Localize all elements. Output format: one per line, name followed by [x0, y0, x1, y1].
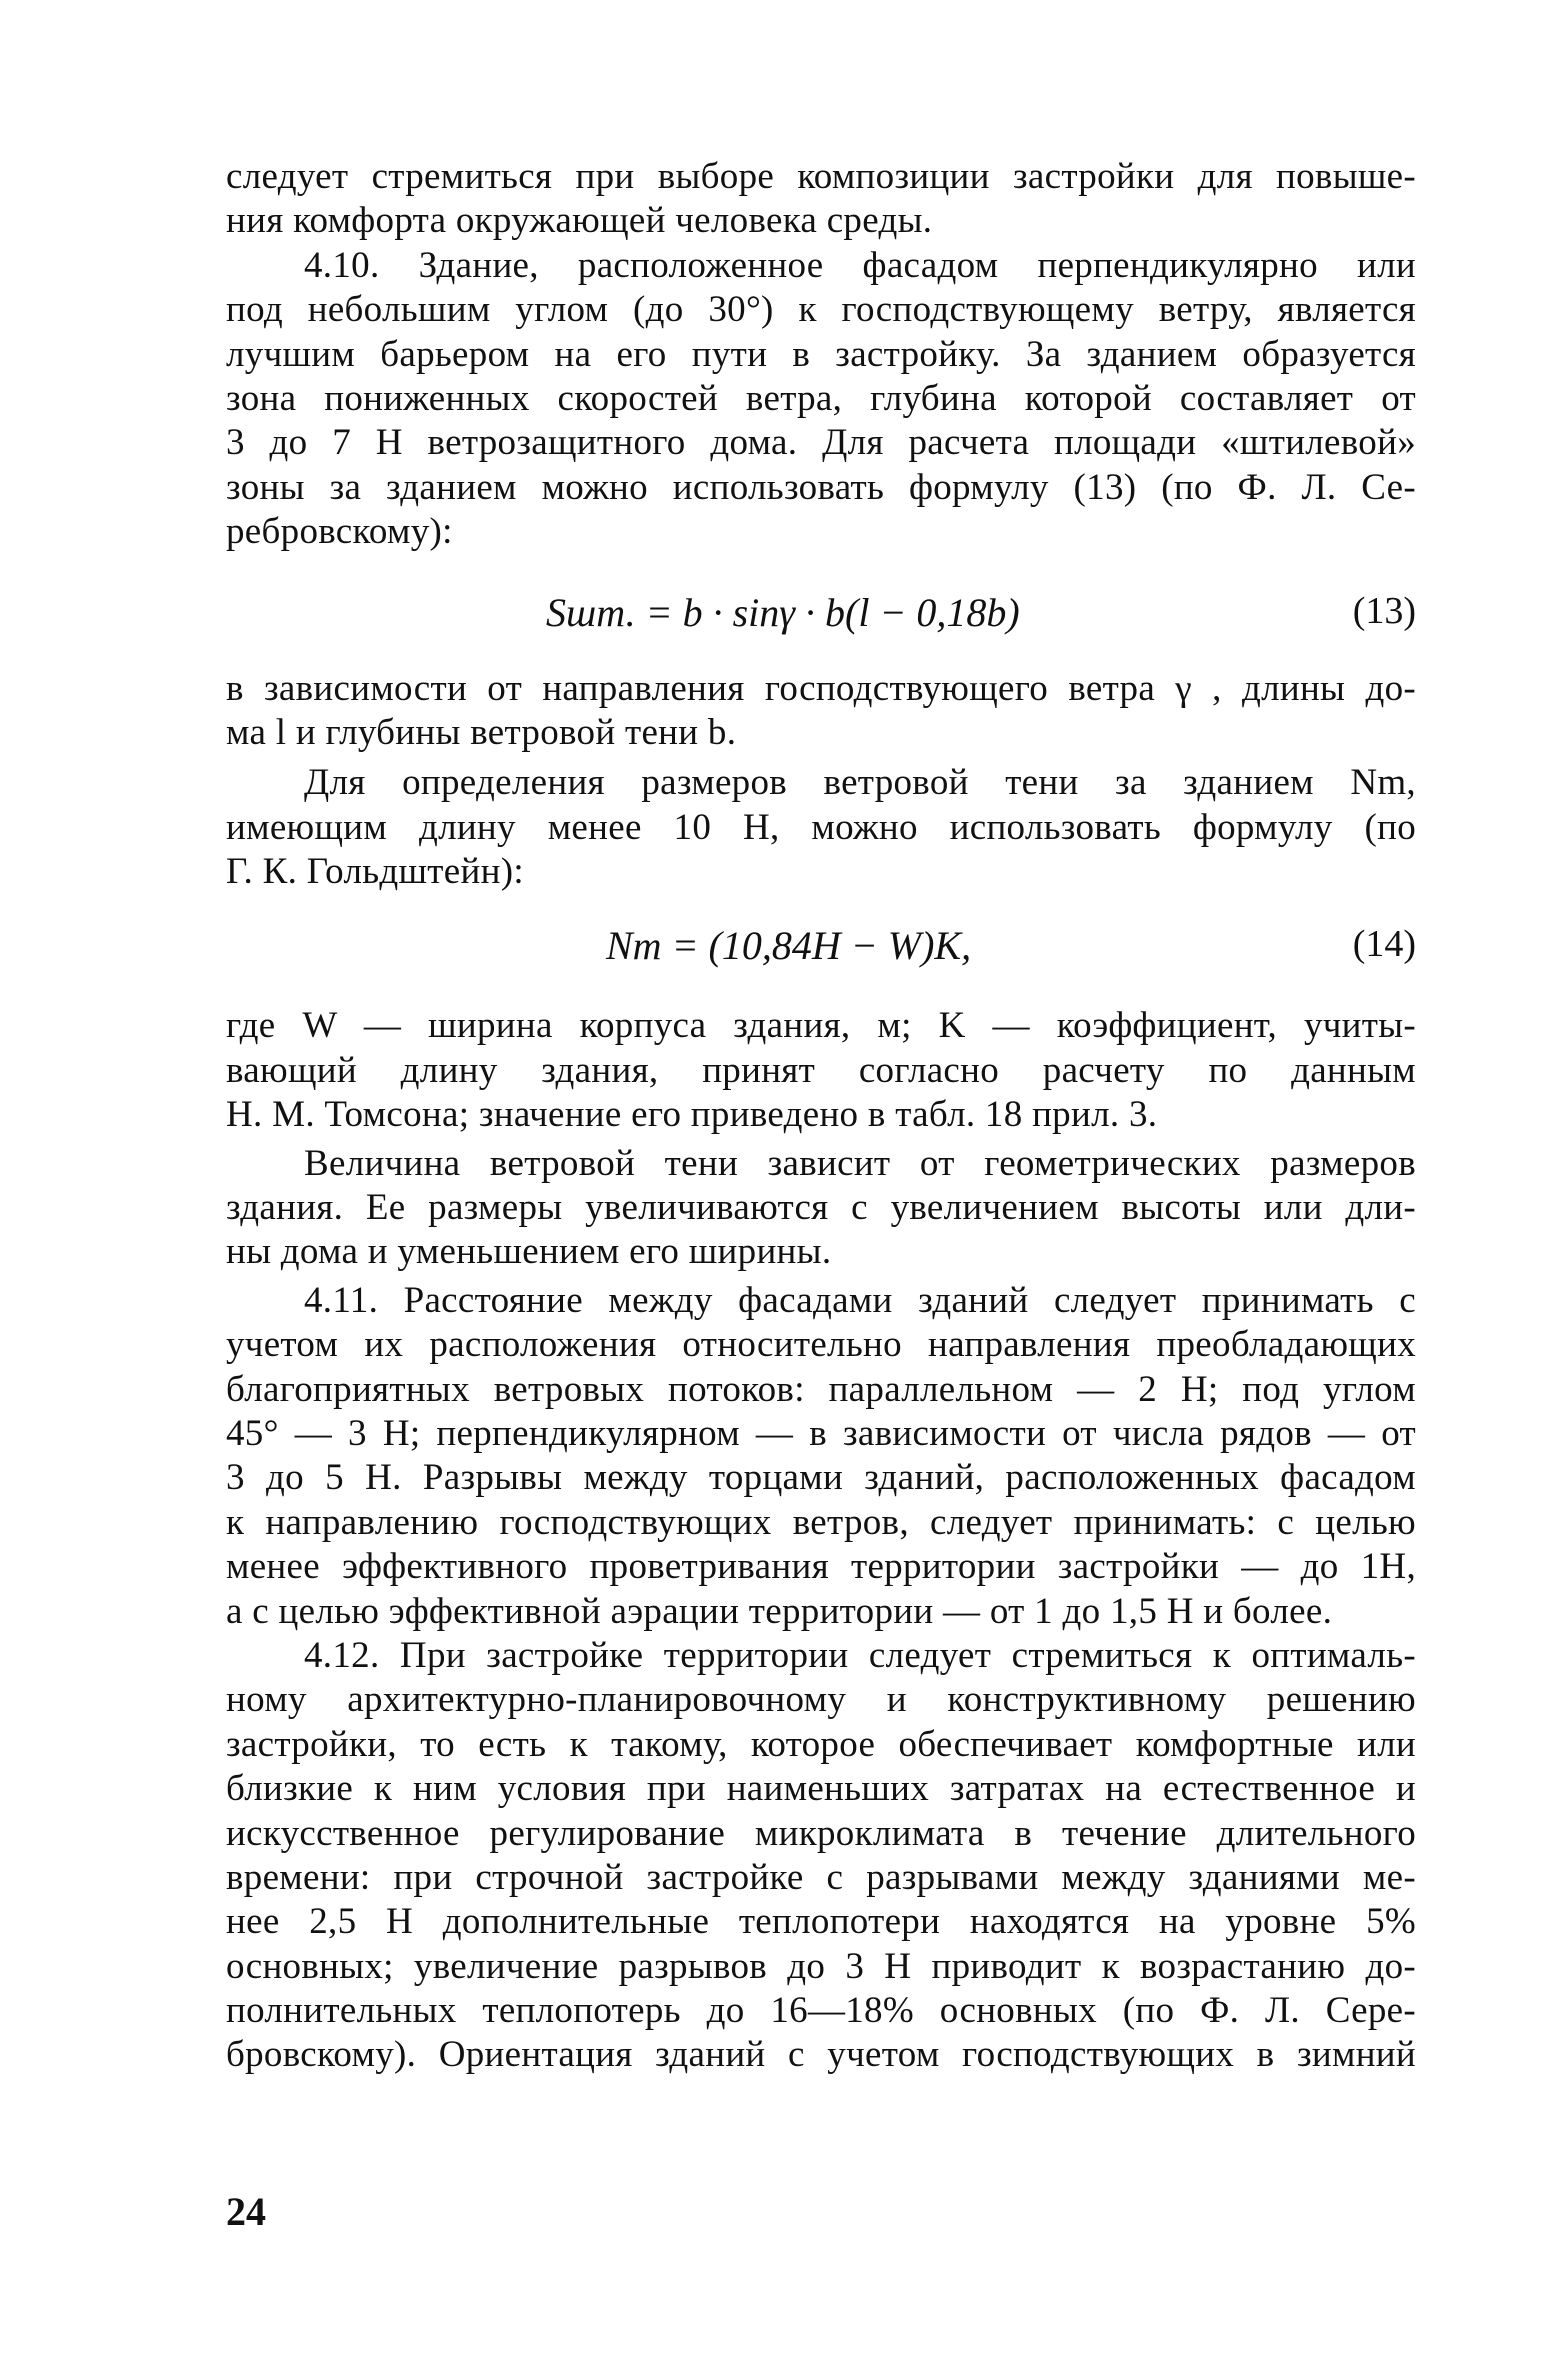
text-line: основных; увеличение разрывов до 3 Н приводит к возрастанию до- — [226, 1945, 1416, 1987]
text-line: 4.12. При застройке территории следует стремиться к оптималь- — [304, 1634, 1416, 1676]
text-line: а с целью эффективной аэрации территории — от 1 до 1,5 Н и более. — [226, 1590, 1333, 1632]
paragraph-where — [226, 1004, 1416, 1137]
formula-13 — [226, 555, 1416, 667]
text-line: ма l и глубины ветровой тени b. — [226, 711, 737, 753]
text-line: застройки, то есть к такому, которое обеспечивает комфортные или — [226, 1723, 1416, 1765]
text-line: полнительных теплопотерь до 16—18% основных (по Ф. Л. Сере- — [226, 1990, 1416, 2032]
text-line: 3 до 7 Н ветрозащитного дома. Для расчета площади «штилевой» — [226, 422, 1416, 464]
text-line: 4.11. Расстояние между фасадами зданий следует принимать с — [304, 1279, 1416, 1321]
text-line: в зависимости от направления господствующего ветра γ , длины до- — [226, 667, 1416, 709]
text-line: Н. М. Томсона; значение его приведено в табл. 18 прил. 3. — [226, 1094, 1158, 1136]
text-line: зона пониженных скоростей ветра, глубина которой составляет от — [226, 377, 1416, 419]
formula-number: (14) — [1352, 923, 1416, 966]
text-line: благоприятных ветровых потоков: параллельном — 2 Н; под углом — [226, 1368, 1416, 1410]
formula-number: (13) — [1352, 589, 1416, 632]
text-line: 3 до 5 Н. Разрывы между торцами зданий, расположенных фасадом — [226, 1457, 1416, 1499]
paragraph-4-11 — [226, 1279, 1416, 1634]
text-line: под небольшим углом (до 30°) к господствующему ветру, является — [226, 289, 1416, 331]
paragraph-4-12 — [226, 1634, 1416, 2078]
page-number: 24 — [226, 2189, 266, 2234]
text-line: имеющим длину менее 10 Н, можно использовать формулу (по — [226, 806, 1416, 848]
text-line: к направлению господствующих ветров, следует принимать: с целью — [226, 1501, 1416, 1543]
text-line: ны дома и уменьшением его ширины. — [226, 1231, 832, 1273]
text-line: зоны за зданием можно использовать формулу (13) (по Ф. Л. Се- — [226, 466, 1416, 508]
paragraph-magnitude — [226, 1142, 1416, 1275]
text-line: менее эффективного проветривания территории застройки — до 1Н, — [226, 1546, 1416, 1588]
text-line: Для определения размеров ветровой тени за зданием Nm, — [304, 762, 1416, 804]
page-body — [226, 155, 1416, 2078]
text-line: Г. К. Гольдштейн): — [226, 851, 524, 893]
paragraph-dependency — [226, 667, 1416, 756]
text-line: ребровскому): — [226, 511, 453, 553]
text-line: близкие к ним условия при наименьших затратах на естественное и — [226, 1768, 1416, 1810]
text-line: вающий длину здания, принят согласно расчету по данным — [226, 1049, 1416, 1091]
text-line: ному архитектурно-планировочному и конструктивному решению — [226, 1679, 1416, 1721]
paragraph-wind-shadow — [226, 761, 1416, 894]
paragraph-intro — [226, 155, 1416, 244]
text-line: времени: при строчной застройке с разрывами между зданиями ме- — [226, 1856, 1416, 1898]
formula-14 — [226, 894, 1416, 1004]
text-line: учетом их расположения относительно направления преобладающих — [226, 1324, 1416, 1366]
text-line: Величина ветровой тени зависит от геометрических размеров — [304, 1142, 1416, 1184]
text-line: 4.10. Здание, расположенное фасадом перпендикулярно или — [304, 244, 1416, 286]
text-line: нее 2,5 Н дополнительные теплопотери находятся на уровне 5% — [226, 1901, 1416, 1943]
text-line: искусственное регулирование микроклимата в течение длительного — [226, 1812, 1416, 1854]
formula-expression: Sшт. = b · sinγ · b(l − 0,18b) — [546, 589, 1020, 635]
text-line: где W — ширина корпуса здания, м; K — коэффициент, учиты- — [226, 1005, 1416, 1047]
text-line: следует стремиться при выборе композиции застройки для повыше- — [226, 156, 1416, 197]
text-line: бровскому). Ориентация зданий с учетом господствующих в зимний — [226, 2034, 1416, 2076]
text-line: ния комфорта окружающей человека среды. — [226, 200, 933, 242]
formula-expression: Nm = (10,84H − W)K, — [606, 923, 972, 969]
text-line: здания. Ее размеры увеличиваются с увеличением высоты или дли- — [226, 1187, 1416, 1229]
paragraph-4-10 — [226, 244, 1416, 555]
text-line: лучшим барьером на его пути в застройку. За зданием образуется — [226, 333, 1416, 375]
text-line: 45° — 3 Н; перпендикулярном — в зависимости от числа рядов — от — [226, 1412, 1416, 1454]
